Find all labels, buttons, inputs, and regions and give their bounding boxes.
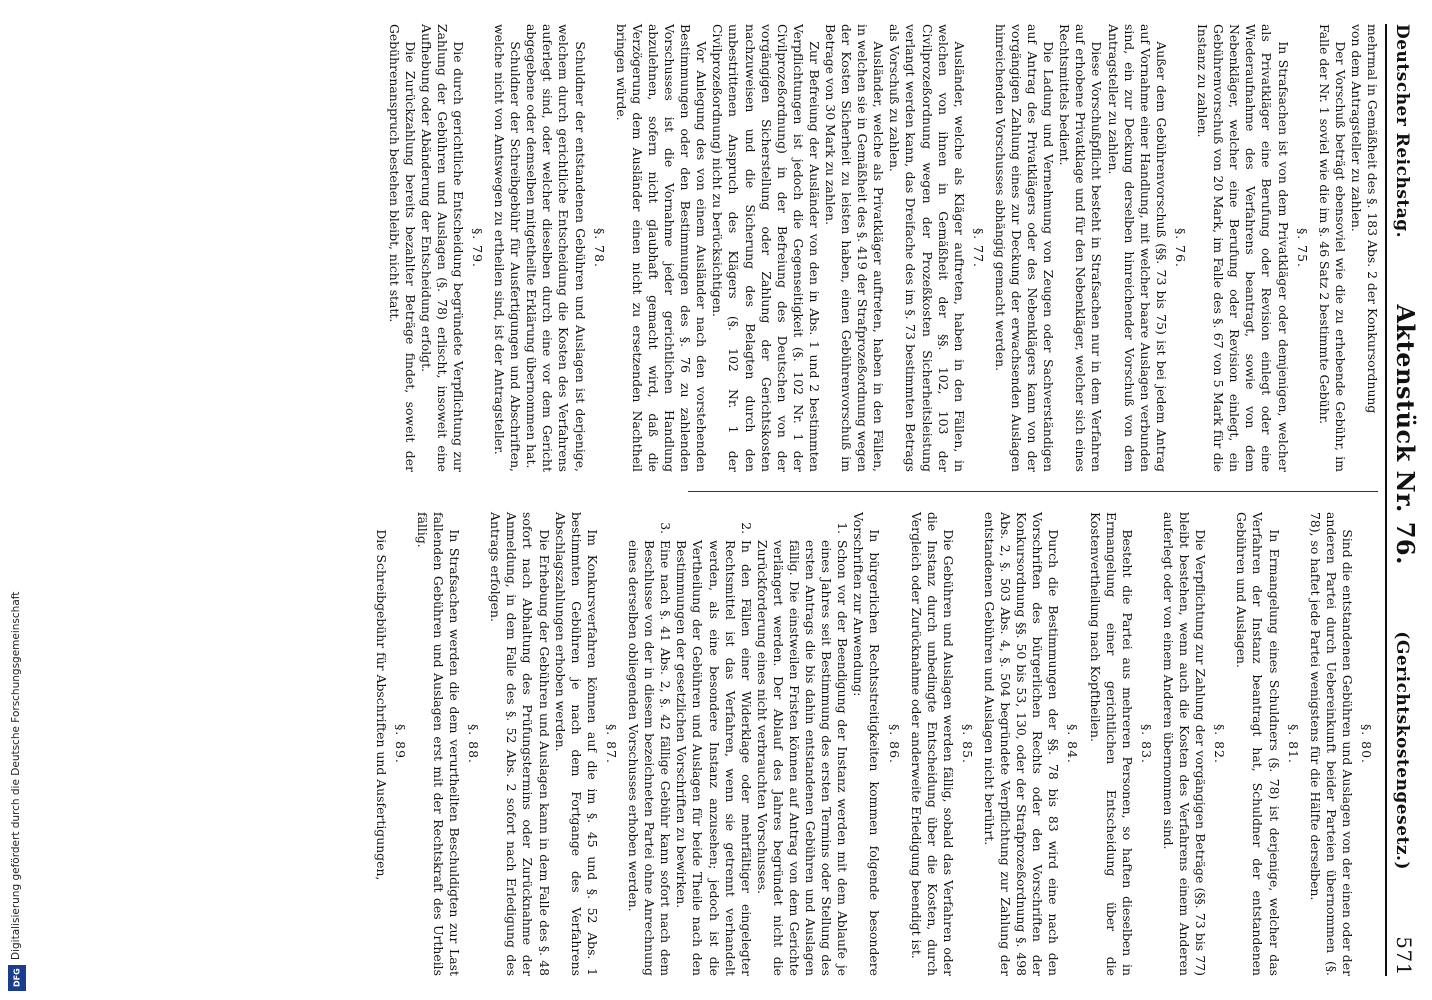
paragraph: Im Konkursverfahren können auf die im §. 45 und §. 52 Abs. 1 bestimmten Gebühren je nach dem Fortgange des Verfahrens Abschlagszahlungen erhoben werden. (552, 512, 600, 976)
paragraph: Durch die Bestimmungen der §§. 78 bis 83 wird eine nach den Vorschriften des bürgerlichen Rechts oder den Vorschriften der Konkursordnung §§. 50 bis 53, 130, oder der Strafprozeßordnung §. 498 Abs. 2, §. 503 Abs. 4, §. 504 begründete Verpflichtung zur Zahlung der entstandenen Gebühren und Auslagen nicht berührt. (982, 512, 1062, 976)
paragraph: Die Gebühren und Auslagen werden fällig, sobald das Verfahren oder die Instanz durch unbedingte Entscheidung über die Kosten, durch Vergleich oder Zurücknahme oder anderweite Erledigung beendigt ist. (908, 512, 956, 976)
paragraph: Die Verpflichtung zur Zahlung der vorgängigen Beträge (§§. 73 bis 77) bleibt bestehen, wenn auch die Kosten des Verfahrens einem Anderen auferlegt oder von einem Anderen übernommen sind. (1160, 512, 1209, 976)
paragraph: Schuldner der Schreibgebühr für Ausfertigungen und Abschriften, welche nicht von Amtswegen zu ertheilen sind, ist der Antragsteller. (492, 24, 524, 472)
aktenstueck-number: Aktenstück Nr. 76. (1391, 304, 1420, 565)
list-item: 3. Eine nach §. 41 Abs. 2, §. 42 fällige Gebühr kann sofort nach dem Beschlusse von der in diesem bezeichneten Partei ohne Anrechnung eines derselben obliegenden Vorschusses erhoben werden. (625, 538, 673, 976)
paragraph: Außer dem Gebührenvorschuß (§§. 73 bis 75) ist bei jedem Antrag auf Vornahme einer Handlung, mit welcher baare Auslagen verbunden sind, ein zur Deckung derselben hinreichender Vorschuß von dem Antragsteller zu zahlen. (1105, 24, 1169, 472)
right-column (0, 512, 1380, 976)
paragraph: In Strafsachen werden die dem verurtheilten Beschuldigten zur Last fallenden Gebühren und Auslagen erst mit der Rechtskraft des Urtheils fällig. (414, 512, 463, 976)
section-heading: §. 89. (392, 724, 408, 764)
section-title: (Gerichtskostengesetz.) (1392, 631, 1412, 870)
paragraph: Vor Anlegung des von einem Ausländer nach den vorstehenden Bestimmungen oder den Bestimmungen des §. 76 zu zahlenden Vorschusses ist die Vornahme jeder gerichtlichen Handlung abzulehnen, sofern nicht glaubhaft gemacht wird, daß die Verzögerung dem Ausländer einen nicht zu ersetzenden Nachtheil bringen würde. (613, 24, 710, 472)
section-heading: §. 82. (1212, 724, 1228, 764)
list-item: 1. Schon vor der Beendigung der Instanz werden mit dem Ablaufe je eines Jahres seit Bestimmung des ersten Termins oder Stellung des ersten Antrags die bis dahin entstandenen Gebühren und Auslagen fällig. Die einstweilen Fristen können auf Antrag von dem Gerichte verlängert werden. Der Ablauf des Jahres begründet nicht die Zurückforderung eines nicht verbrauchten Vorschusses. (754, 538, 851, 976)
paragraph: von dem Antragsteller zu zahlen. (1348, 24, 1364, 232)
paragraph: Sind die entstandenen Gebühren und Auslagen von der einen oder der anderen Partei durch Uebereinkunft beider Parteien übernommen (§. 78), so haftet jede Partei wenigstens für die Hälfte derselben. (1307, 512, 1355, 976)
paragraph: Ausländer, welche als Privatkläger auftreten, haben in den Fällen, in welchen sie in Gemäßheit des §. 419 der Strafprozeßordnung wegen der Kosten Sicherheit zu leisten haben, einen Gebührenvorschuß im Betrage von 30 Mark zu zahlen. (823, 24, 887, 472)
numbered-list (625, 512, 850, 976)
page-number: 571 (1392, 936, 1416, 976)
section-heading: §. 87. (603, 724, 619, 764)
section-heading: §. 83. (1138, 724, 1154, 764)
paragraph: Besteht die Partei aus mehreren Personen, so haften dieselben in Ermangelung einer gerichtlichen Entscheidung über die Kostenvertheilung nach Kopftheilen. (1087, 512, 1135, 976)
paragraph: Die Ladung und Vernehmung von Zeugen oder Sachverständigen auf Antrag des Privatklägers oder des Nebenklägers kann von der vorgängigen Zahlung eines zur Deckung der erwachsenden Auslagen hinreichenden Vorschusses abhängig gemacht werden. (992, 24, 1057, 472)
section-heading: §. 79. (470, 228, 486, 268)
paragraph: Ausländer, welche als Kläger auftreten, haben in den Fällen, in welchen von ihnen in Gemäßheit der §§. 102, 103 der Civilprozeßordnung wegen der Prozeßkosten Sicherheitsleistung verlangt werden kann, das Dreifache des im §. 73 bestimmten Betrags als Vorschuß zu zahlen. (887, 24, 967, 472)
paragraph: Schuldner der entstandenen Gebühren und Auslagen ist derjenige, welchem durch gerichtliche Entscheidung die Kosten des Verfahrens auferlegt sind, oder welcher dieselben durch eine vor dem Gericht abgegebene oder demselben mitgetheilte Erklärung übernommen hat. (524, 24, 588, 472)
dfg-logo: DFG (8, 965, 26, 991)
section-heading: §. 80. (1359, 724, 1374, 764)
paragraph: In Strafsachen ist von dem Privatkläger oder demjenigen, welcher als Privatkläger eine Berufung oder Revision einlegt oder eine Wiederaufnahme des Verfahrens beantragt, sowie von dem Nebenkläger, welcher eine Berufung oder Revision einlegt, ein Gebührenvorschuß von 20 Mark, im Falle des §. 67 von 5 Mark für die Instanz zu zahlen. (1195, 24, 1291, 472)
section-heading: §. 85. (959, 724, 975, 764)
column-divider (688, 491, 1378, 492)
credit-text: Digitalisierung gefördert durch die Deutsche Forschungsgemeinschaft (10, 591, 22, 960)
left-column (0, 24, 1380, 472)
list-item: 2. In den Fällen einer Widerklage oder mehrfältiger eingelegter Rechtsmittel ist das Verfahren, wenn sie getrennt verhandelt werden, als eine besondere Instanz anzusehen; jedoch ist die Vertheilung der Gebühren und Auslagen für beide Theile nach den Bestimmungen der gesetzlichen Vorschriften zu bewirken. (673, 538, 753, 976)
page-header (1385, 24, 1422, 976)
section-heading: §. 77. (970, 228, 986, 268)
paragraph: Die Zurückzahlung bereits bezahlter Beträge findet, soweit der Gebührenanspruch bestehen bleibt, nicht statt. (386, 24, 418, 472)
section-heading: §. 75. (1294, 228, 1310, 268)
section-heading: §. 76. (1172, 228, 1188, 268)
paragraph: In Ermangelung eines Schuldners (§. 78) ist derjenige, welcher das Verfahren der Instanz beantragt hat, Schuldner der entstandenen Gebühren und Auslagen. (1234, 512, 1282, 976)
paragraph: Die durch gerichtliche Entscheidung begründete Verpflichtung zur Zahlung der Gebühren und Auslagen (§. 78) erlischt, insoweit eine Aufhebung oder Abänderung der Entscheidung erfolgt. (418, 24, 466, 472)
section-heading: §. 78. (591, 228, 607, 268)
section-heading: §. 86. (886, 724, 902, 764)
paragraph: Diese Vorschußpflicht besteht in Strafsachen nur in dem Verfahren auf erhobene Privatklage und für den Nebenkläger, welcher sich eines Rechtsmittels bedient. (1057, 24, 1105, 472)
section-heading: §. 81. (1285, 724, 1301, 764)
paragraph: Der Vorschuß beträgt ebensoviel wie die zu erhebende Gebühr, im Falle der Nr. 1 soviel wie die im §. 46 Satz 2 bestimmte Gebühr. (1316, 24, 1348, 472)
paragraph: mehrmal in Gemäßheit des §. 183 Abs. 2 der Konkursordnung (1365, 24, 1380, 414)
paragraph: Die Erhebung der Gebühren und Auslagen kann in dem Falle des §. 48 sofort nach Abhaltung des Prüfungstermins oder Zurücknahme der Anmeldung, in dem Falle des §. 52 Abs. 2 sofort nach Erledigung des Antrags erfolgen. (488, 512, 552, 976)
publication-title: Deutscher Reichstag. (1392, 24, 1412, 239)
section-heading: §. 88. (466, 724, 482, 764)
section-heading: §. 84. (1065, 724, 1081, 764)
paragraph: In bürgerlichen Rechtsstreitigkeiten kommen folgende besondere Vorschriften zur Anwendung: (851, 512, 883, 976)
paragraph: Zur Befreiung der Ausländer von den in Abs. 1 und 2 bestimmten Verpflichtungen ist jedoch die Gegenseitigkeit (§. 102 Nr. 1 der Civilprozeßordnung) in der Befreiung des Deutschen von der vorgängigen Sicherstellung oder Zahlung der Gerichtskosten nachzuweisen und die Sicherung des Belagten durch den unbestrittenen Anspruch des Klägers (§. 102 Nr. 1 der Civilprozeßordnung) nicht zu berücksichtigen. (710, 24, 822, 472)
paragraph: Die Schreibgebühr für Abschriften und Ausfertigungen, (373, 529, 389, 881)
